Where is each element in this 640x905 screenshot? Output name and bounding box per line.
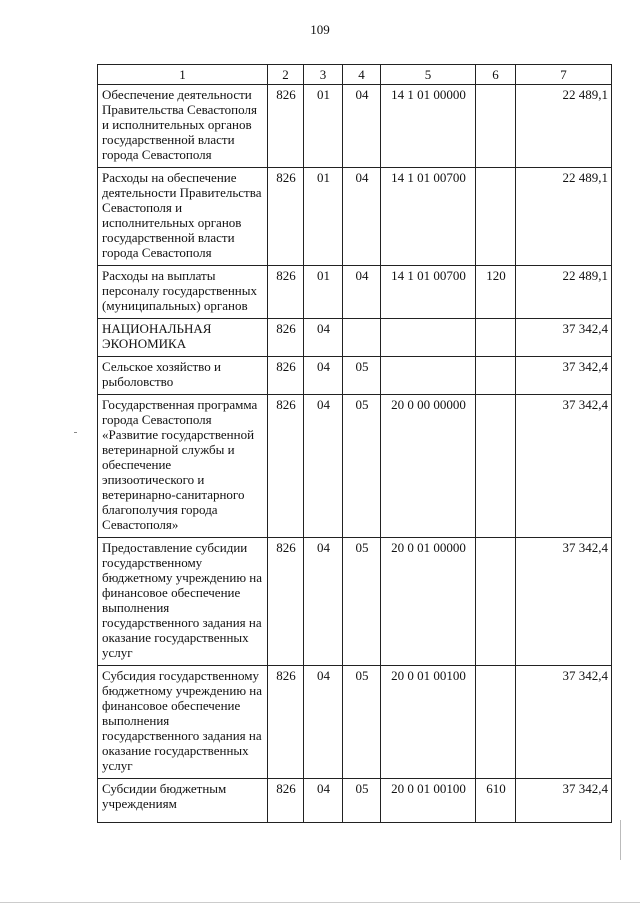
- row-article-cell: 20 0 00 00000: [381, 395, 476, 538]
- row-gr-cell: 826: [268, 666, 304, 779]
- row-subsection-cell: 05: [343, 779, 381, 823]
- row-section-cell: 01: [304, 85, 343, 168]
- row-article-cell: [381, 357, 476, 395]
- row-expense-type-cell: [476, 85, 516, 168]
- table-row: [98, 538, 612, 666]
- row-sum-cell: 22 489,1: [516, 85, 612, 168]
- page-number: 109: [310, 22, 330, 37]
- row-section-cell: 04: [304, 357, 343, 395]
- row-section-cell: 01: [304, 168, 343, 266]
- row-name-cell: Предоставление субсидии государственному бюджетному учреждению на финансовое обеспечение выполнения государственного задания на оказание государственных услуг: [98, 538, 268, 666]
- budget-table: [97, 64, 612, 823]
- row-subsection-cell: 05: [343, 666, 381, 779]
- row-section-cell: 04: [304, 395, 343, 538]
- row-gr-cell: 826: [268, 538, 304, 666]
- row-subsection-cell: [343, 319, 381, 357]
- row-expense-type-cell: 120: [476, 266, 516, 319]
- row-sum-cell: 37 342,4: [516, 779, 612, 823]
- table-row: [98, 779, 612, 823]
- table-row: [98, 357, 612, 395]
- row-section-cell: 04: [304, 779, 343, 823]
- row-expense-type-cell: 610: [476, 779, 516, 823]
- row-sum-cell: 37 342,4: [516, 666, 612, 779]
- row-sum-cell: 22 489,1: [516, 168, 612, 266]
- row-article-cell: 14 1 01 00700: [381, 266, 476, 319]
- row-subsection-cell: 04: [343, 168, 381, 266]
- row-section-cell: 01: [304, 266, 343, 319]
- row-expense-type-cell: [476, 395, 516, 538]
- table-row: [98, 319, 612, 357]
- row-expense-type-cell: [476, 319, 516, 357]
- row-expense-type-cell: [476, 168, 516, 266]
- row-expense-type-cell: [476, 357, 516, 395]
- row-subsection-cell: 05: [343, 538, 381, 666]
- row-article-cell: 20 0 01 00100: [381, 666, 476, 779]
- table-row: [98, 85, 612, 168]
- row-sum-cell: 37 342,4: [516, 319, 612, 357]
- row-name-cell: Субсидия государственному бюджетному учреждению на финансовое обеспечение выполнения государственного задания на оказание государственных услуг: [98, 666, 268, 779]
- row-expense-type-cell: [476, 538, 516, 666]
- row-article-cell: 20 0 01 00100: [381, 779, 476, 823]
- row-gr-cell: 826: [268, 319, 304, 357]
- row-name-cell: Расходы на обеспечение деятельности Правительства Севастополя и исполнительных органов государственной власти города Севастополя: [98, 168, 268, 266]
- row-section-cell: 04: [304, 666, 343, 779]
- row-gr-cell: 826: [268, 168, 304, 266]
- row-subsection-cell: 05: [343, 357, 381, 395]
- row-expense-type-cell: [476, 666, 516, 779]
- table-header-row: [98, 65, 612, 85]
- column-header: 2: [268, 65, 304, 85]
- row-name-cell: Расходы на выплаты персоналу государственных (муниципальных) органов: [98, 266, 268, 319]
- row-gr-cell: 826: [268, 779, 304, 823]
- row-subsection-cell: 04: [343, 266, 381, 319]
- row-sum-cell: 37 342,4: [516, 357, 612, 395]
- row-sum-cell: 37 342,4: [516, 538, 612, 666]
- column-header: 5: [381, 65, 476, 85]
- row-gr-cell: 826: [268, 395, 304, 538]
- table-row: [98, 168, 612, 266]
- row-name-cell: Государственная программа города Севастополя «Развитие государственной ветеринарной службы и обеспечение эпизоотического и ветеринарно-санитарного благополучия города Севастополя»: [98, 395, 268, 538]
- scan-mark: [74, 432, 77, 433]
- column-header: 4: [343, 65, 381, 85]
- scan-mark: [620, 820, 621, 860]
- row-name-cell: НАЦИОНАЛЬНАЯ ЭКОНОМИКА: [98, 319, 268, 357]
- row-sum-cell: 22 489,1: [516, 266, 612, 319]
- row-section-cell: 04: [304, 538, 343, 666]
- scan-mark: [0, 902, 640, 903]
- row-name-cell: Обеспечение деятельности Правительства Севастополя и исполнительных органов государственной власти города Севастополя: [98, 85, 268, 168]
- column-header: 6: [476, 65, 516, 85]
- row-name-cell: Субсидии бюджетным учреждениям: [98, 779, 268, 823]
- row-article-cell: 14 1 01 00700: [381, 168, 476, 266]
- row-article-cell: 14 1 01 00000: [381, 85, 476, 168]
- column-header: 7: [516, 65, 612, 85]
- row-subsection-cell: 05: [343, 395, 381, 538]
- row-subsection-cell: 04: [343, 85, 381, 168]
- row-name-cell: Сельское хозяйство и рыболовство: [98, 357, 268, 395]
- row-gr-cell: 826: [268, 85, 304, 168]
- row-sum-cell: 37 342,4: [516, 395, 612, 538]
- column-header: 3: [304, 65, 343, 85]
- table-row: [98, 666, 612, 779]
- row-article-cell: 20 0 01 00000: [381, 538, 476, 666]
- table-row: [98, 266, 612, 319]
- column-header: 1: [98, 65, 268, 85]
- row-gr-cell: 826: [268, 357, 304, 395]
- table-row: [98, 395, 612, 538]
- row-article-cell: [381, 319, 476, 357]
- row-section-cell: 04: [304, 319, 343, 357]
- row-gr-cell: 826: [268, 266, 304, 319]
